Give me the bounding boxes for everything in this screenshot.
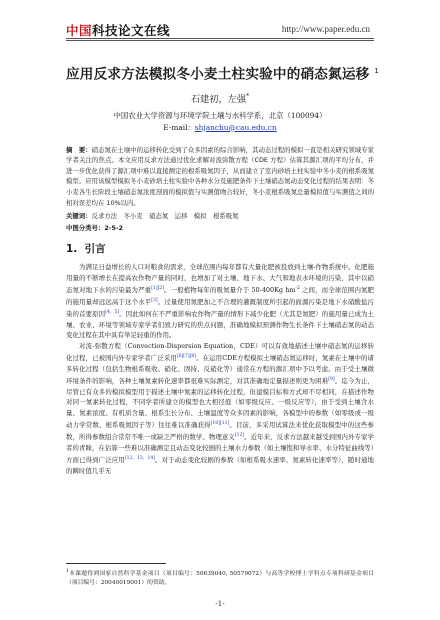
citation[interactable]: [12] xyxy=(234,432,245,438)
abstract-text: 硝态氮在土壤中的运移转化受到了众多因素的综合影响，其动态过程的模拟一直是相关研究领域专家学者关注的焦点。本文应用反求方法通过优化求解对流弥散方程（CDE 方程）估算其源汇项的平均分布，并进一步优化获得了源汇项中难以直接测定的根系吸氮因子，从而建立了室内砂培土柱实验中冬小麦的根系吸氮模型。应用该模型模拟冬小麦砂培土柱实验中各种水分及施肥条件下土壤硝态氮动态变化过程的结果表明：冬小麦各生长阶段土壤硝态氮浓度剖面的模拟值与实测值吻合较好，冬小麦根系吸氮总量模拟值与实测值之间的相对误差均在 10%以内。 xyxy=(66,145,375,207)
affiliation: 中国农业大学资源与环境学院土壤与水科学系，北京（100094） xyxy=(113,110,327,120)
keywords-text: 反求方法 冬小麦 硝态氮 运移 模拟 根系吸氮 xyxy=(91,212,239,221)
footnote-mark: 1 xyxy=(66,569,69,574)
classno-value: 2-5-2 xyxy=(104,224,123,233)
email-line xyxy=(66,123,374,133)
paragraph-2: 对流-弥散方程（Convection-Dispersion Equation，CDE）可以有效地描述土壤中硝态氮的运移转化过程，已被国内外专家学者广泛采用[6][7][8]。在运用CDE方程模拟土壤硝态氮运移时，氮素在土壤中的诸多转化过程（包括生物根系吸收、硝化、固持、反硝化等）通常在方程的源汇项中予以考虑。由于受土壤微环境条件的影响，各种土壤氮素转化速率都很难实际测定，对其准确地定量描述则更为困难[9]。迄今为止，尽管已有众多的模拟模型用于描述土壤中氮素的运移转化过程，但建模目标和方式却不尽相同，在描述作物对同一氮素转化过程，不同学者所建立的模型也大相径庭（如零级反应、一级反应等），由于受到土壤含水量、氮素浓度、有机质含量、根系生长分布、土壤温度等众多因素的影响，各模型中的参数（如零级或一级动力学常数、根系吸氮因子等）往往难以准确获得[10][11]。目前，多采用试算法来优化获取模型中的这些参数，所得参数组合常常不唯一或缺乏严格的数学、物理意义[12]。近年来，反求方法越来越受到国内外专家学者的青睐，在估算一些难以准确测定且动态变化较剧的土壤水力参数（如土壤饱和导水率、水分特征曲线等）方面已得到广泛应用[12，13，14]。对于动态变化较剧的参数（如根系吸水速率、氮素转化速率等），随时通地的瞬时值几乎无 xyxy=(66,342,374,475)
section-title: 引言 xyxy=(84,243,106,256)
authors-text: 石建初，左强 xyxy=(190,93,247,105)
paper-title-text: 应用反求方法模拟冬小麦土柱实验中的硝态氮运移 xyxy=(66,66,370,83)
citation[interactable]: [1][2] xyxy=(151,285,164,291)
footnote-rule xyxy=(66,563,166,564)
title-footnote-mark: 1 xyxy=(374,67,380,75)
authors xyxy=(66,91,374,106)
intro-paragraphs xyxy=(66,262,374,476)
abstract-label: 摘 要： xyxy=(66,145,92,154)
site-url-link[interactable]: http://www.paper.edu.cn xyxy=(281,24,370,34)
citation[interactable]: [12，13，14] xyxy=(124,455,155,461)
keywords-label: 关键词： xyxy=(66,212,92,221)
abstract xyxy=(66,145,374,209)
section-number: 1. xyxy=(66,243,78,256)
logo-red-text: 中国 xyxy=(66,23,93,38)
footnote-text: 本课题得到国家自然科学基金项目（项目编号：50639040, 50579072）与高等学校博士学科点专项科研基金项目（项目编号：20040019001）的资助。 xyxy=(66,570,374,586)
section-heading xyxy=(66,242,374,256)
citation[interactable]: [6][7][8] xyxy=(176,353,197,359)
citation[interactable]: [10][11] xyxy=(210,421,230,427)
email-link[interactable]: shjanchu@cau.edu.cn xyxy=(194,122,277,132)
header-rule-bottom xyxy=(66,40,374,41)
author-mark: * xyxy=(246,92,250,100)
citation[interactable]: [9] xyxy=(328,376,335,382)
header-rule-top xyxy=(66,38,374,39)
citation[interactable]: [3] xyxy=(151,297,158,303)
paper-title xyxy=(66,62,380,84)
email-label: E-mail： xyxy=(163,122,195,132)
footnote xyxy=(66,567,374,588)
journal-logo[interactable] xyxy=(66,21,170,39)
classno-label: 中图分类号： xyxy=(66,224,105,233)
paragraph-1: 为满足日益增长的人口对粮食的需求，全球范围内每年都有大量化肥被投放到土壤-作物系统中。化肥施用量的不断增长在提高农作物产量的同时，也增加了对土壤、地下水、大气和地表水环境的污染，其中以硝态氮对地下水的污染最为严重[1][2]。一般植物每年的吸氮量介于 50-400Kg $hm^{-2}$ 之间，而全球范围内氮肥的施用量却远远高于这个水平[3]。过量使用氮肥加之不合理的灌溉制度所引起的面源污染是地下水硝酸盐污染的首要原因[4，5]。因此如何在不严重影响农作物产量的情形下减少化肥（尤其是氮肥）的施用量已成为土壤、农业、环境等领域专家学者们致力研究的焦点问题，准确地模拟预测作物生长条件下土壤硝态氮的动态变化过程在其中具有举足轻重的作用。 xyxy=(66,263,374,340)
keywords xyxy=(66,211,374,221)
page-number: -1- xyxy=(215,600,225,608)
paper-body xyxy=(66,62,380,476)
classification-number xyxy=(66,223,374,233)
logo-black-text: 科技论文在线 xyxy=(92,23,171,38)
citation[interactable]: [4，5] xyxy=(105,309,120,315)
